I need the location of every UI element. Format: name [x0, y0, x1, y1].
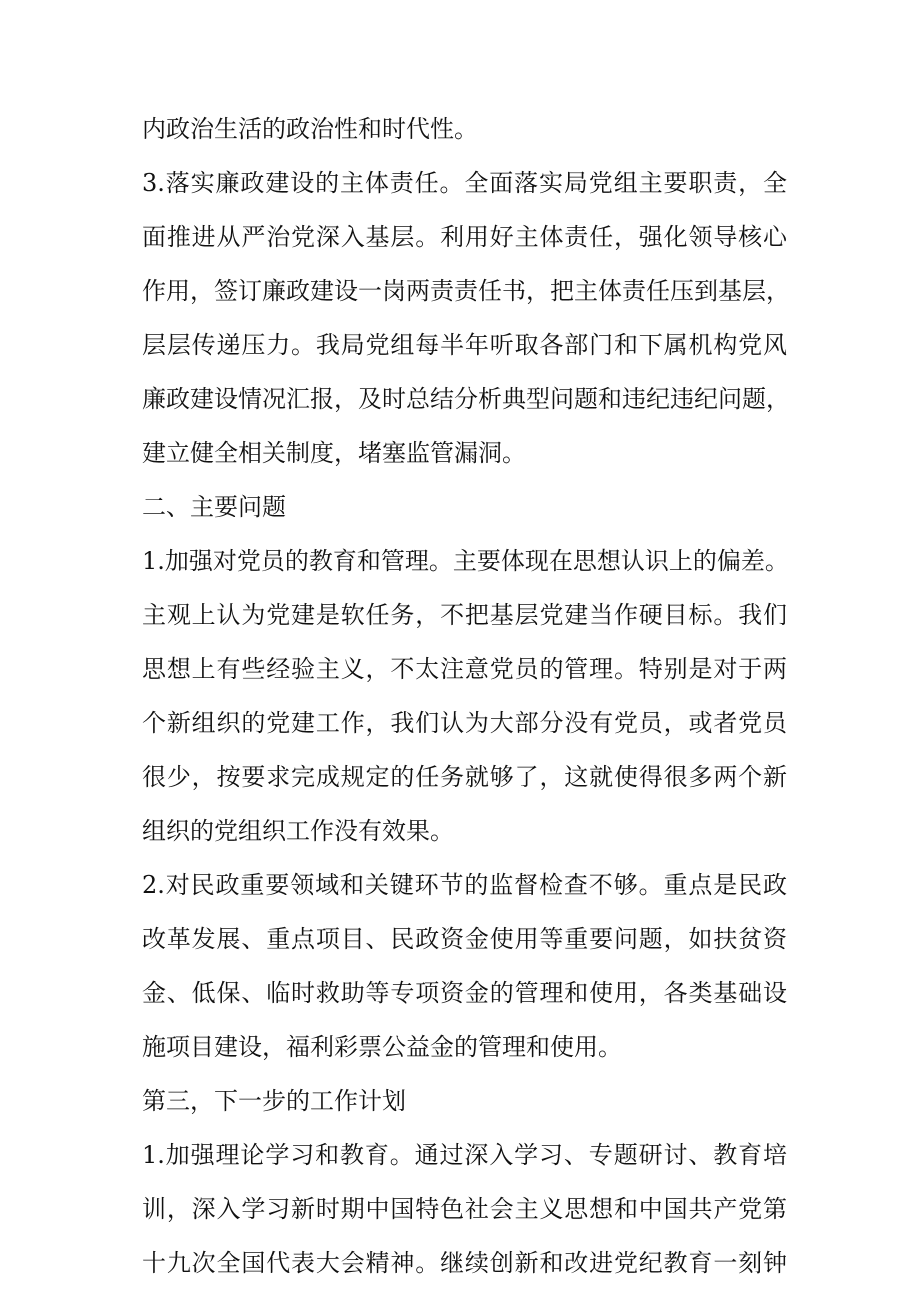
text-line: 1.加强对党员的教育和管理。主要体现在思想认识上的偏差。	[142, 547, 789, 575]
text-line: 思想上有些经验主义，不太注意党员的管理。特别是对于两	[142, 655, 787, 683]
text-line: 面推进从严治党深入基层。利用好主体责任，强化领导核心	[142, 223, 787, 251]
text-line: 层层传递压力。我局党组每半年听取各部门和下属机构党风	[142, 331, 787, 359]
text-line: 十九次全国代表大会精神。继续创新和改进党纪教育一刻钟	[142, 1249, 787, 1277]
text-line: 改革发展、重点项目、民政资金使用等重要问题，如扶贫资	[142, 925, 787, 953]
text-line: 很少，按要求完成规定的任务就够了，这就使得很多两个新	[142, 763, 787, 791]
text-line: 金、低保、临时救助等专项资金的管理和使用，各类基础设	[142, 979, 787, 1007]
text-line: 施项目建设，福利彩票公益金的管理和使用。	[142, 1033, 622, 1061]
text-line: 廉政建设情况汇报，及时总结分析典型问题和违纪违纪问题，	[142, 385, 790, 413]
text-line: 个新组织的党建工作，我们认为大部分没有党员，或者党员	[142, 709, 787, 737]
text-line: 组织的党组织工作没有效果。	[142, 817, 454, 845]
text-line: 主观上认为党建是软任务，不把基层党建当作硬目标。我们	[142, 601, 787, 629]
text-line: 1.加强理论学习和教育。通过深入学习、专题研讨、教育培	[142, 1141, 787, 1169]
section-heading: 二、主要问题	[142, 493, 286, 521]
text-line: 建立健全相关制度，堵塞监管漏洞。	[142, 439, 526, 467]
section-heading: 第三，下一步的工作计划	[142, 1087, 406, 1115]
text-line: 3.落实廉政建设的主体责任。全面落实局党组主要职责，全	[142, 169, 787, 197]
text-line: 2.对民政重要领域和关键环节的监督检查不够。重点是民政	[142, 871, 787, 899]
text-line: 内政治生活的政治性和时代性。	[142, 115, 478, 143]
text-line: 训，深入学习新时期中国特色社会主义思想和中国共产党第	[142, 1195, 787, 1223]
text-line: 作用，签订廉政建设一岗两责责任书，把主体责任压到基层，	[142, 277, 790, 305]
